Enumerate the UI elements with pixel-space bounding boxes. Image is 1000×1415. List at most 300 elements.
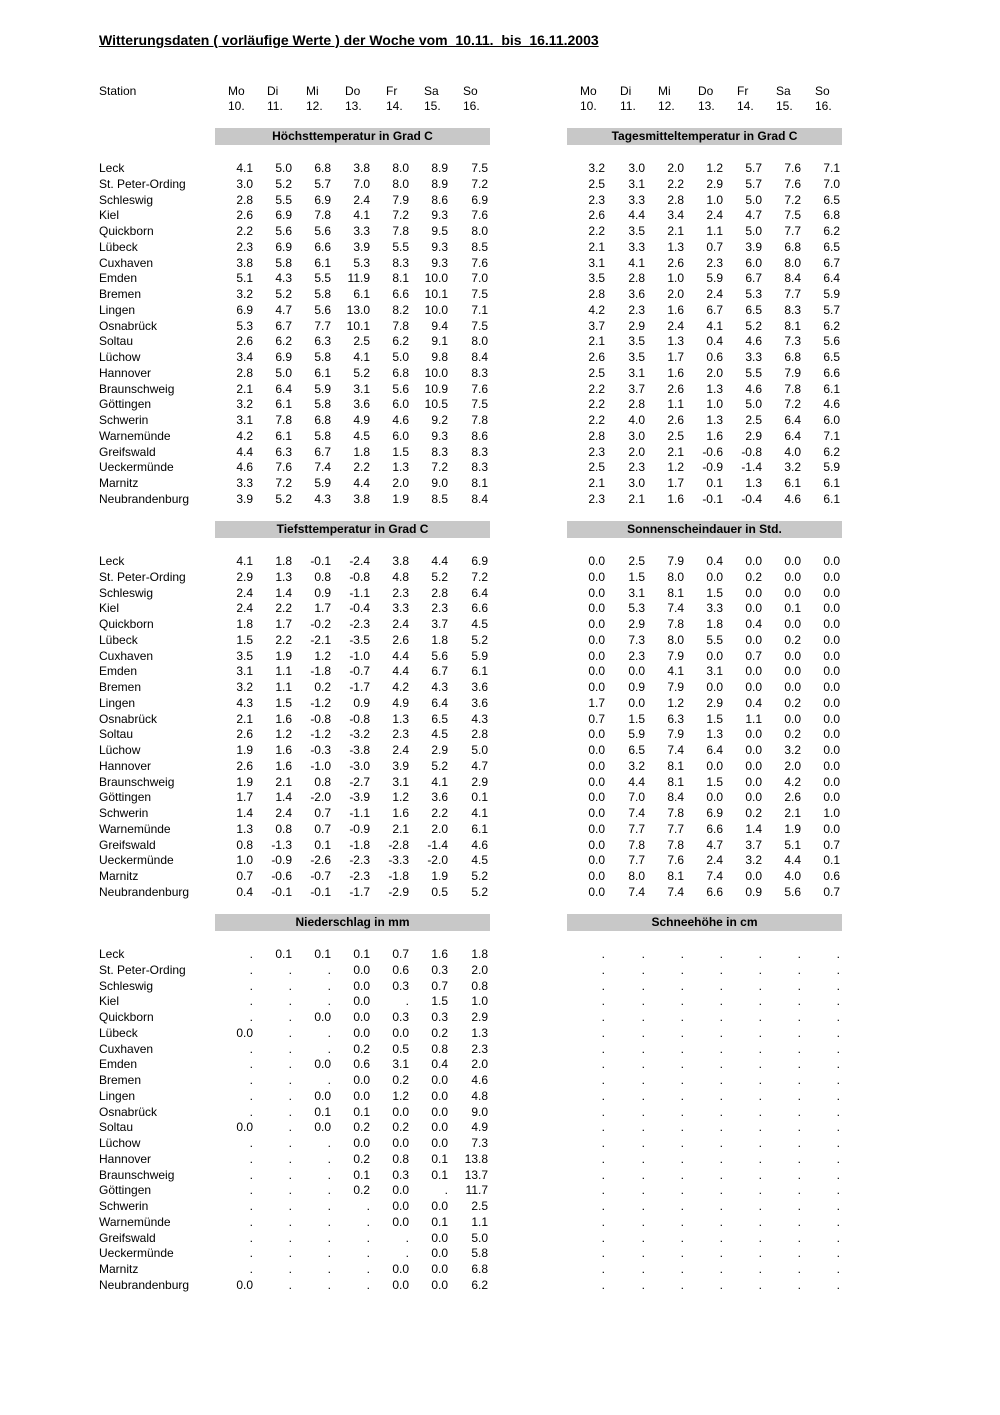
- table-cell: 7.8: [314, 208, 331, 223]
- table-cell: 0.0: [588, 727, 605, 742]
- table-cell: 0.7: [706, 239, 723, 254]
- table-cell: .: [719, 994, 723, 1009]
- table-cell: .: [719, 1183, 723, 1198]
- table-cell: 0.0: [353, 1073, 370, 1087]
- table-cell: 4.1: [667, 664, 684, 679]
- table-cell: .: [601, 1088, 605, 1103]
- table-cell: 7.2: [471, 176, 488, 191]
- table-cell: .: [719, 1120, 723, 1135]
- table-cell: 3.8: [353, 161, 370, 175]
- page-title: Witterungsdaten ( vorläufige Werte ) der Woche vom 10.11. bis 16.11.2003: [99, 32, 599, 48]
- station-name: Lüchow: [99, 743, 141, 757]
- table-cell: .: [680, 1167, 684, 1182]
- table-cell: 3.6: [471, 695, 488, 710]
- table-cell: .: [758, 1277, 762, 1292]
- table-cell: 5.9: [628, 727, 645, 742]
- table-cell: 0.2: [314, 680, 331, 694]
- table-cell: 5.2: [471, 884, 488, 899]
- table-cell: 0.1: [706, 476, 723, 490]
- table-cell: 2.4: [236, 585, 253, 600]
- day-name: Mo: [580, 84, 597, 98]
- table-cell: .: [797, 994, 801, 1009]
- table-cell: .: [836, 1041, 840, 1056]
- table-cell: 6.5: [823, 192, 840, 207]
- table-cell: 6.5: [628, 743, 645, 757]
- table-cell: .: [601, 1104, 605, 1119]
- table-cell: 2.9: [471, 774, 488, 789]
- table-cell: 2.0: [784, 758, 801, 773]
- table-cell: .: [836, 962, 840, 977]
- station-name: Emden: [99, 1057, 138, 1072]
- table-cell: 9.0: [471, 1104, 488, 1119]
- table-cell: 3.7: [431, 617, 448, 631]
- station-name: Hannover: [99, 1151, 152, 1166]
- day-name: Do: [698, 84, 714, 98]
- table-cell: .: [327, 1151, 331, 1166]
- table-cell: .: [758, 1230, 762, 1245]
- table-cell: .: [680, 1041, 684, 1056]
- table-cell: -2.7: [349, 774, 370, 789]
- table-cell: 7.2: [471, 569, 488, 584]
- table-cell: 3.4: [236, 350, 253, 364]
- table-cell: 4.5: [353, 428, 370, 443]
- table-cell: 2.4: [706, 853, 723, 868]
- table-cell: 8.0: [784, 255, 801, 270]
- station-name: Schwerin: [99, 806, 149, 820]
- table-cell: 0.1: [314, 837, 331, 852]
- table-cell: 1.9: [392, 491, 409, 506]
- day-name: So: [463, 84, 478, 98]
- table-cell: 5.3: [353, 255, 370, 270]
- station-name: Emden: [99, 664, 138, 679]
- table-cell: 0.0: [236, 1277, 253, 1292]
- table-cell: -0.7: [310, 869, 331, 883]
- station-name: Warnemünde: [99, 821, 171, 836]
- table-cell: -0.1: [310, 554, 331, 568]
- table-cell: 0.0: [706, 790, 723, 805]
- table-cell: 5.6: [314, 224, 331, 238]
- table-cell: 0.0: [784, 711, 801, 726]
- table-cell: 5.9: [314, 476, 331, 490]
- table-cell: 0.0: [392, 1277, 409, 1292]
- table-cell: 0.0: [392, 1214, 409, 1229]
- table-cell: 8.9: [431, 161, 448, 175]
- table-cell: .: [601, 978, 605, 993]
- table-cell: 2.5: [588, 460, 605, 475]
- table-cell: 1.7: [667, 476, 684, 490]
- table-cell: 6.3: [667, 711, 684, 726]
- table-cell: 2.1: [392, 821, 409, 836]
- table-cell: 5.7: [823, 302, 840, 317]
- table-cell: 8.1: [784, 318, 801, 333]
- station-name: Lüchow: [99, 1136, 141, 1150]
- table-cell: -2.4: [349, 554, 370, 568]
- table-cell: 2.5: [588, 365, 605, 380]
- table-cell: 2.9: [706, 176, 723, 191]
- table-cell: 6.7: [314, 444, 331, 459]
- table-cell: .: [288, 962, 292, 977]
- table-cell: 1.1: [706, 224, 723, 238]
- table-cell: 7.7: [667, 821, 684, 836]
- table-cell: 7.9: [392, 192, 409, 207]
- table-cell: .: [641, 1230, 645, 1245]
- table-cell: .: [288, 978, 292, 993]
- table-cell: 3.3: [392, 601, 409, 616]
- table-cell: 0.0: [353, 994, 370, 1009]
- table-cell: 7.8: [667, 837, 684, 852]
- table-cell: .: [719, 1246, 723, 1261]
- table-cell: 1.2: [392, 790, 409, 805]
- table-cell: -0.8: [310, 711, 331, 726]
- table-cell: 0.0: [823, 585, 840, 600]
- table-cell: 3.3: [706, 601, 723, 616]
- table-cell: .: [249, 1010, 253, 1024]
- table-cell: .: [249, 1199, 253, 1213]
- table-cell: 1.9: [275, 648, 292, 663]
- table-cell: 8.4: [667, 790, 684, 805]
- table-cell: -1.0: [310, 758, 331, 773]
- table-cell: 2.8: [628, 271, 645, 286]
- table-cell: .: [327, 1073, 331, 1087]
- table-cell: .: [641, 1120, 645, 1135]
- table-cell: .: [288, 1120, 292, 1135]
- table-cell: 3.1: [236, 413, 253, 427]
- table-cell: .: [836, 1277, 840, 1292]
- table-cell: 0.7: [314, 806, 331, 820]
- table-cell: 5.8: [314, 397, 331, 412]
- table-cell: 0.8: [431, 1041, 448, 1056]
- table-cell: 0.0: [784, 569, 801, 584]
- table-cell: .: [641, 1246, 645, 1261]
- table-cell: 1.5: [706, 585, 723, 600]
- table-cell: 8.3: [392, 255, 409, 270]
- table-cell: 0.0: [353, 1010, 370, 1024]
- table-cell: 1.3: [236, 821, 253, 836]
- table-cell: .: [758, 994, 762, 1009]
- table-cell: 6.0: [392, 428, 409, 443]
- station-name: Marnitz: [99, 1262, 139, 1276]
- table-cell: 3.8: [353, 491, 370, 506]
- table-cell: .: [836, 978, 840, 993]
- table-cell: 0.2: [784, 632, 801, 647]
- table-cell: -0.7: [349, 664, 370, 679]
- table-cell: 0.4: [236, 884, 253, 899]
- table-cell: 4.1: [706, 318, 723, 333]
- table-cell: 0.7: [745, 648, 762, 663]
- table-cell: 10.0: [424, 365, 448, 380]
- day-name: Sa: [776, 84, 791, 98]
- station-name: Quickborn: [99, 224, 154, 238]
- table-cell: .: [327, 1041, 331, 1056]
- table-cell: 2.0: [667, 161, 684, 175]
- table-cell: 0.0: [784, 585, 801, 600]
- table-cell: 2.1: [236, 711, 253, 726]
- day-date: 13.: [698, 99, 715, 113]
- table-cell: .: [641, 1167, 645, 1182]
- table-cell: 6.9: [236, 302, 253, 317]
- day-name: So: [815, 84, 830, 98]
- table-cell: 0.2: [784, 695, 801, 710]
- table-cell: 6.8: [314, 161, 331, 175]
- table-cell: .: [836, 1073, 840, 1087]
- table-cell: 7.3: [784, 334, 801, 349]
- table-cell: 6.0: [745, 255, 762, 270]
- table-cell: 0.0: [588, 664, 605, 679]
- table-cell: 3.1: [628, 176, 645, 191]
- table-cell: 0.0: [392, 1262, 409, 1276]
- table-cell: .: [366, 1230, 370, 1245]
- station-name: Ueckermünde: [99, 853, 174, 868]
- table-cell: 1.5: [275, 695, 292, 710]
- table-cell: .: [719, 1010, 723, 1024]
- day-date: 14.: [386, 99, 403, 113]
- table-cell: 0.0: [588, 837, 605, 852]
- table-cell: .: [797, 1041, 801, 1056]
- table-cell: 1.6: [275, 758, 292, 773]
- table-cell: 6.1: [471, 821, 488, 836]
- table-cell: 2.1: [784, 806, 801, 820]
- table-cell: .: [327, 1230, 331, 1245]
- station-name: St. Peter-Ording: [99, 962, 186, 977]
- table-cell: .: [797, 1277, 801, 1292]
- table-cell: .: [601, 1246, 605, 1261]
- table-cell: .: [288, 1246, 292, 1261]
- table-cell: 8.0: [471, 334, 488, 349]
- table-cell: 0.8: [314, 569, 331, 584]
- table-cell: 2.2: [353, 460, 370, 475]
- table-cell: 0.0: [706, 680, 723, 694]
- table-cell: .: [680, 1088, 684, 1103]
- table-cell: 2.8: [588, 287, 605, 301]
- table-cell: 0.0: [706, 648, 723, 663]
- table-cell: 6.9: [275, 350, 292, 364]
- table-cell: .: [836, 947, 840, 961]
- table-cell: 6.7: [745, 271, 762, 286]
- table-cell: 0.0: [431, 1277, 448, 1292]
- table-cell: .: [327, 994, 331, 1009]
- table-cell: 7.6: [784, 176, 801, 191]
- table-cell: 0.0: [823, 711, 840, 726]
- day-date: 14.: [737, 99, 754, 113]
- table-cell: 4.4: [784, 853, 801, 868]
- table-cell: 7.1: [823, 428, 840, 443]
- table-cell: 6.7: [706, 302, 723, 317]
- table-cell: 0.4: [706, 554, 723, 568]
- table-cell: 2.5: [353, 334, 370, 349]
- table-cell: 6.4: [784, 413, 801, 427]
- table-cell: -1.4: [427, 837, 448, 852]
- table-cell: 5.2: [275, 491, 292, 506]
- station-name: St. Peter-Ording: [99, 176, 186, 191]
- table-cell: .: [288, 1151, 292, 1166]
- table-cell: 7.7: [784, 224, 801, 238]
- day-name: Di: [267, 84, 279, 98]
- table-cell: 0.6: [823, 869, 840, 883]
- table-cell: 1.3: [706, 727, 723, 742]
- table-cell: 0.0: [823, 680, 840, 694]
- table-cell: 8.5: [471, 239, 488, 254]
- table-cell: 2.4: [667, 318, 684, 333]
- station-name: Lingen: [99, 1088, 136, 1103]
- table-cell: 1.8: [471, 947, 488, 961]
- table-cell: 0.0: [823, 743, 840, 757]
- table-cell: 0.2: [353, 1120, 370, 1135]
- table-cell: 4.2: [392, 680, 409, 694]
- station-name: Bremen: [99, 680, 142, 694]
- table-cell: .: [680, 1183, 684, 1198]
- table-cell: .: [758, 1073, 762, 1087]
- table-cell: -3.2: [349, 727, 370, 742]
- table-cell: 1.2: [392, 1088, 409, 1103]
- table-cell: .: [327, 1183, 331, 1198]
- table-cell: .: [836, 1136, 840, 1150]
- table-cell: .: [327, 1262, 331, 1276]
- station-name: Leck: [99, 554, 125, 568]
- station-name: Göttingen: [99, 790, 152, 805]
- table-cell: .: [601, 1073, 605, 1087]
- table-cell: 0.1: [353, 1167, 370, 1182]
- table-cell: 5.7: [745, 176, 762, 191]
- table-cell: 0.0: [588, 585, 605, 600]
- table-cell: 3.1: [236, 664, 253, 679]
- station-name: Leck: [99, 947, 125, 961]
- station-name: Göttingen: [99, 1183, 152, 1198]
- table-cell: 4.8: [471, 1088, 488, 1103]
- table-cell: 0.0: [823, 569, 840, 584]
- table-cell: 0.3: [431, 962, 448, 977]
- table-cell: 3.5: [628, 350, 645, 364]
- table-cell: .: [680, 1057, 684, 1072]
- table-cell: 2.5: [628, 554, 645, 568]
- table-cell: 8.0: [628, 869, 645, 883]
- table-cell: 2.6: [236, 758, 253, 773]
- table-cell: 0.0: [431, 1246, 448, 1261]
- table-cell: 7.6: [471, 255, 488, 270]
- table-cell: 5.2: [353, 365, 370, 380]
- table-cell: .: [288, 1025, 292, 1040]
- table-cell: 7.1: [471, 302, 488, 317]
- table-cell: 0.2: [392, 1073, 409, 1087]
- table-cell: 5.2: [471, 869, 488, 883]
- table-cell: 1.5: [706, 774, 723, 789]
- table-cell: .: [797, 1246, 801, 1261]
- table-cell: 6.9: [275, 239, 292, 254]
- table-cell: 7.6: [275, 460, 292, 475]
- table-cell: 6.9: [275, 208, 292, 223]
- table-cell: 7.8: [667, 617, 684, 631]
- table-cell: 1.2: [314, 648, 331, 663]
- table-cell: 2.0: [471, 1057, 488, 1072]
- station-name: Bremen: [99, 1073, 142, 1087]
- table-cell: .: [405, 994, 409, 1009]
- table-cell: 9.5: [431, 224, 448, 238]
- table-cell: 0.1: [314, 1104, 331, 1119]
- table-cell: 1.3: [667, 239, 684, 254]
- table-cell: 6.8: [314, 413, 331, 427]
- table-cell: -2.0: [310, 790, 331, 805]
- table-cell: 8.3: [431, 444, 448, 459]
- table-cell: .: [680, 1025, 684, 1040]
- table-cell: 2.6: [236, 727, 253, 742]
- table-cell: 4.5: [431, 727, 448, 742]
- table-cell: .: [288, 1214, 292, 1229]
- table-cell: 3.0: [236, 176, 253, 191]
- table-cell: 1.1: [667, 397, 684, 412]
- station-name: Emden: [99, 271, 138, 286]
- table-cell: 6.9: [706, 806, 723, 820]
- table-cell: .: [601, 1183, 605, 1198]
- table-cell: .: [758, 1041, 762, 1056]
- table-cell: 0.1: [314, 947, 331, 961]
- table-cell: 2.9: [706, 695, 723, 710]
- table-cell: .: [601, 1120, 605, 1135]
- table-cell: 2.2: [588, 381, 605, 396]
- table-cell: 0.1: [353, 947, 370, 961]
- table-cell: 4.1: [431, 774, 448, 789]
- table-cell: 2.9: [431, 743, 448, 757]
- table-cell: .: [680, 1277, 684, 1292]
- table-cell: .: [288, 994, 292, 1009]
- table-cell: .: [641, 1088, 645, 1103]
- table-cell: 0.0: [823, 695, 840, 710]
- table-cell: 7.7: [628, 853, 645, 868]
- table-cell: .: [249, 1136, 253, 1150]
- table-cell: 6.1: [823, 491, 840, 506]
- table-cell: 1.6: [275, 743, 292, 757]
- station-name: Greifswald: [99, 1230, 156, 1245]
- table-cell: 0.0: [823, 758, 840, 773]
- table-cell: 9.0: [431, 476, 448, 490]
- table-cell: 3.3: [745, 350, 762, 364]
- table-cell: 0.0: [745, 774, 762, 789]
- table-cell: .: [719, 978, 723, 993]
- table-cell: 0.2: [353, 1183, 370, 1198]
- table-cell: 2.2: [588, 413, 605, 427]
- table-cell: 1.9: [784, 821, 801, 836]
- station-name: Schwerin: [99, 413, 149, 427]
- table-cell: .: [288, 1183, 292, 1198]
- station-name: Marnitz: [99, 869, 139, 883]
- table-cell: 4.3: [236, 695, 253, 710]
- table-cell: .: [680, 994, 684, 1009]
- table-cell: -2.8: [388, 837, 409, 852]
- table-cell: 5.2: [275, 176, 292, 191]
- table-cell: 0.5: [431, 884, 448, 899]
- table-cell: .: [797, 1262, 801, 1276]
- table-cell: 8.1: [667, 585, 684, 600]
- table-cell: .: [758, 947, 762, 961]
- table-cell: .: [249, 962, 253, 977]
- station-name: Neubrandenburg: [99, 884, 190, 899]
- table-cell: -3.8: [349, 743, 370, 757]
- table-cell: 0.0: [431, 1104, 448, 1119]
- table-cell: .: [797, 1088, 801, 1103]
- table-cell: 1.8: [353, 444, 370, 459]
- table-cell: 3.3: [236, 476, 253, 490]
- table-cell: 10.0: [424, 271, 448, 286]
- table-cell: 10.1: [346, 318, 370, 333]
- table-cell: .: [836, 1183, 840, 1198]
- table-cell: .: [836, 1010, 840, 1024]
- table-cell: 3.6: [628, 287, 645, 301]
- table-cell: 5.6: [784, 884, 801, 899]
- table-cell: 2.2: [431, 806, 448, 820]
- table-cell: 0.7: [392, 947, 409, 961]
- table-cell: .: [249, 1246, 253, 1261]
- table-cell: .: [366, 1214, 370, 1229]
- table-cell: 5.2: [275, 287, 292, 301]
- table-cell: 7.7: [784, 287, 801, 301]
